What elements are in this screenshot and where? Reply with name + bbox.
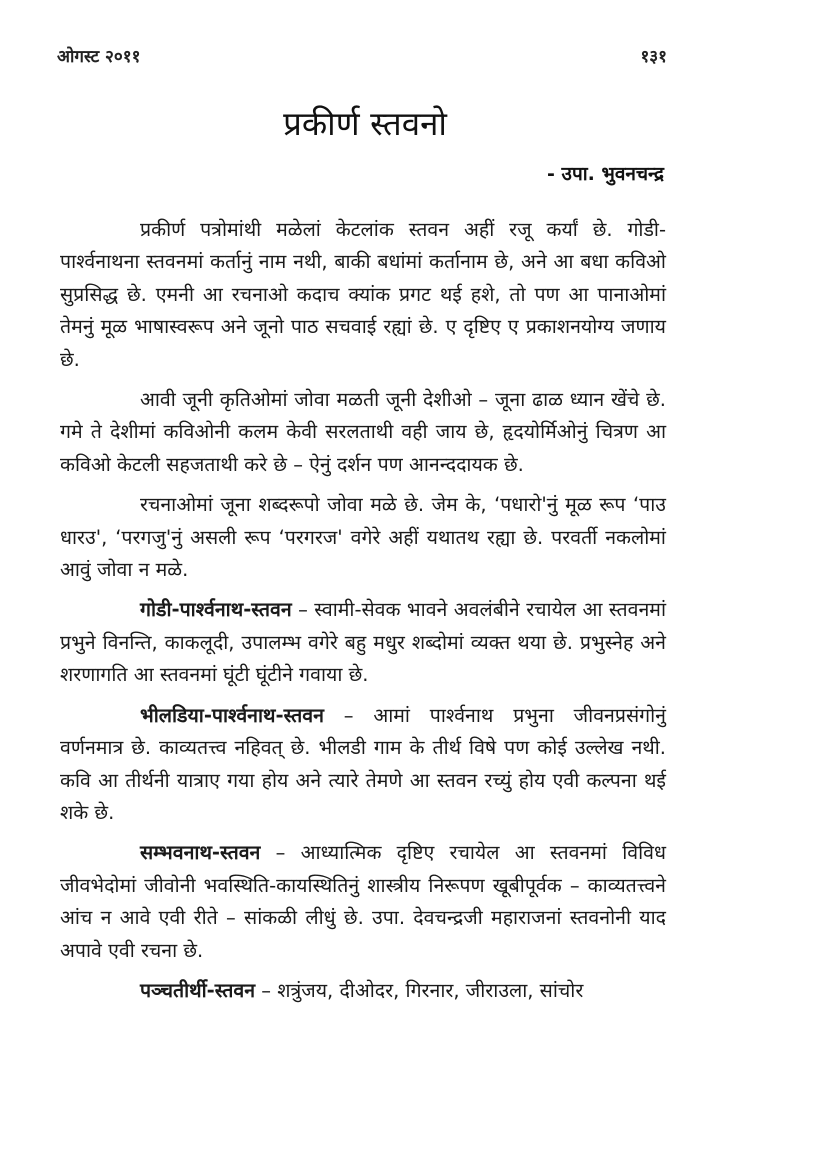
paragraph-text: रचनाओमां जूना शब्दरूपो जोवा मळे छे. जेम के, ‘पधारो'नुं मूळ रूप ‘पाउ धारउ', ‘परगजु'नुं असली रूप ‘परगरज' वगेरे अहीं यथातथ रह्या छे. परवर्ती नकलोमां आवुं जोवा न मळे. xyxy=(60,493,666,582)
section-heading: सम्भवनाथ-स्तवन xyxy=(140,841,261,865)
paragraph-text: – शत्रुंजय, दीओदर, गिरनार, जीराउला, सांचोर xyxy=(255,978,584,1002)
running-head-month-year: ओगस्ट २०११ xyxy=(57,47,141,67)
article-author: - उपा. भुवनचन्द्र xyxy=(547,163,664,185)
paragraph-bhiladiya-parshvanath xyxy=(60,700,666,830)
section-heading: गोडी-पार्श्वनाथ-स्तवन xyxy=(140,598,292,622)
article-body xyxy=(60,214,666,1015)
paragraph-sambhavnath xyxy=(60,837,666,967)
paragraph-panchatirthi xyxy=(60,975,666,1007)
paragraph-old-word-forms xyxy=(60,489,666,586)
paragraph-old-tunes xyxy=(60,384,666,481)
paragraph-godi-parshvanath xyxy=(60,594,666,691)
paragraph-text: – स्वामी-सेवक भावने अवलंबीने रचायेल आ स्तवनमां प्रभुने विनन्ति, काकलूदी, उपालम्भ वगेरे बहु मधुर शब्दोमां व्यक्त थया छे. प्रभुस्नेह अने शरणागति आ स्तवनमां घूंटी घूंटीने गवाया छे. xyxy=(60,598,666,687)
paragraph-intro xyxy=(60,214,666,376)
paragraph-text: – आमां पार्श्वनाथ प्रभुना जीवनप्रसंगोनुं वर्णनमात्र छे. काव्यतत्त्व नहिवत् छे. भीलडी गाम के तीर्थ विषे पण कोई उल्लेख नथी. कवि आ तीर्थनी यात्राए गया होय अने त्यारे तेमणे आ स्तवन रच्युं होय एवी कल्पना थई शके छे. xyxy=(60,703,666,824)
article-title: प्रकीर्ण स्तवनो xyxy=(283,104,447,143)
section-heading: भीलडिया-पार्श्वनाथ-स्तवन xyxy=(140,703,324,727)
paragraph-text: – आध्यात्मिक दृष्टिए रचायेल आ स्तवनमां विविध जीवभेदोमां जीवोनी भवस्थिति-कायस्थितिनुं शास्त्रीय निरूपण खूबीपूर्वक – काव्यतत्त्वने आंच न आवे एवी रीते – सांकळी लीधुं छे. उपा. देवचन्द्रजी महाराजनां स्तवनोनी याद अपावे एवी रचना छे. xyxy=(60,841,666,962)
section-heading: पञ्चतीर्थी-स्तवन xyxy=(140,978,256,1002)
paragraph-text: आवी जूनी कृतिओमां जोवा मळती जूनी देशीओ – जूना ढाळ ध्यान खेंचे छे. गमे ते देशीमां कविओनी कलम केवी सरलताथी वही जाय छे, हृदयोर्मिओनुं चित्रण आ कविओ केटली सहजताथी करे छे – ऐनुं दर्शन पण आनन्ददायक छे. xyxy=(60,388,666,476)
paragraph-text: प्रकीर्ण पत्रोमांथी मळेलां केटलांक स्तवन अहीं रजू कर्यां छे. गोडी-पार्श्वनाथना स्तवनमां कर्तानुं नाम नथी, बाकी बधांमां कर्तानाम छे, अने आ बधा कविओ सुप्रसिद्ध छे. एमनी आ रचनाओ कदाच क्यांक प्रगट थई हशे, तो पण आ पानाओमां तेमनुं मूळ भाषास्वरूप अने जूनो पाठ सचवाई रह्यां छे. ए दृष्टिए ए प्रकाशनयोग्य जणाय छे. xyxy=(60,218,666,371)
running-header xyxy=(57,44,667,67)
page-number: १३१ xyxy=(640,47,667,67)
